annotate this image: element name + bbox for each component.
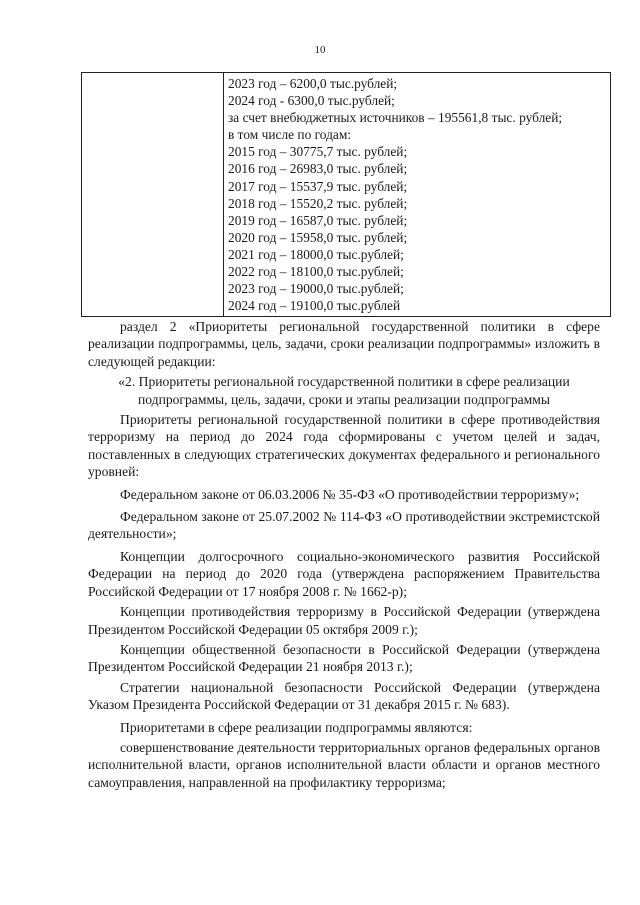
- funding-line: 2017 год – 15537,9 тыс. рублей;: [228, 178, 408, 194]
- funding-line: 2024 год – 19100,0 тыс.рублей: [228, 298, 401, 314]
- paragraph: Концепции общественной безопасности в Российской Федерации (утверждена Президентом Российской Федерации 21 ноября 2013 г.);: [88, 641, 600, 675]
- funding-line: 2021 год – 18000,0 тыс.рублей;: [228, 246, 404, 262]
- page-number: 10: [314, 44, 326, 56]
- section-heading: «2. Приоритеты региональной государственной политики в сфере реализации подпрограммы, цель, задачи, сроки и этапы реализации подпрограммы: [118, 374, 570, 407]
- document-body: [88, 318, 600, 791]
- paragraph: Стратегии национальной безопасности Российской Федерации (утверждена Указом Президента Российской Федерации от 31 декабря 2015 г. № 683).: [88, 679, 600, 713]
- paragraph: совершенствование деятельности территориальных органов федеральных органов исполнительной власти, органов исполнительной власти области и органов местного самоуправления, направленной на профилактику терроризма;: [88, 739, 600, 790]
- funding-line: 2018 год – 15520,2 тыс. рублей;: [228, 195, 408, 211]
- paragraph: Федеральном законе от 25.07.2002 № 114-ФЗ «О противодействии экстремистской деятельности»;: [88, 509, 600, 542]
- paragraph: Приоритеты региональной государственной политики в сфере противодействия терроризму на период до 2024 года сформированы с учетом целей и задач, поставленных в следующих стратегических документах федерального и регионального уровней:: [88, 412, 600, 480]
- funding-line: 2015 год – 30775,7 тыс. рублей;: [228, 144, 408, 160]
- funding-line: 2024 год - 6300,0 тыс.рублей;: [228, 93, 395, 109]
- paragraph: Федеральном законе от 06.03.2006 № 35-ФЗ «О противодействии терроризму»;: [120, 486, 580, 502]
- funding-line: 2020 год – 15958,0 тыс. рублей;: [228, 229, 408, 245]
- funding-table-value-cell: [228, 75, 562, 314]
- funding-line: в том числе по годам:: [228, 127, 352, 143]
- section-intro: раздел 2 «Приоритеты региональной государственной политики в сфере реализации подпрограммы, цель, задачи, сроки реализации подпрограммы» изложить в следующей редакции:: [88, 319, 600, 369]
- funding-line: 2023 год – 19000,0 тыс.рублей;: [228, 281, 404, 297]
- funding-line: 2022 год – 18100,0 тыс.рублей;: [228, 264, 404, 280]
- funding-line: 2023 год – 6200,0 тыс.рублей;: [228, 76, 398, 91]
- funding-line: 2016 год – 26983,0 тыс. рублей;: [228, 161, 408, 177]
- funding-table: [81, 72, 611, 317]
- paragraph: Концепции долгосрочного социально-экономического развития Российской Федерации на период до 2020 года (утверждена распоряжением Правительства Российской Федерации от 17 ноября 2008 г. № 1662-р);: [88, 548, 600, 599]
- paragraph: Концепции противодействия терроризму в Российской Федерации (утверждена Президентом Российской Федерации 05 октября 2009 г.);: [88, 604, 600, 637]
- funding-table-label-cell: [82, 73, 224, 316]
- paragraph: Приоритетами в сфере реализации подпрограммы являются:: [120, 719, 473, 735]
- funding-line: 2019 год – 16587,0 тыс. рублей;: [228, 212, 408, 228]
- funding-line: за счет внебюджетных источников – 195561,8 тыс. рублей;: [228, 110, 563, 126]
